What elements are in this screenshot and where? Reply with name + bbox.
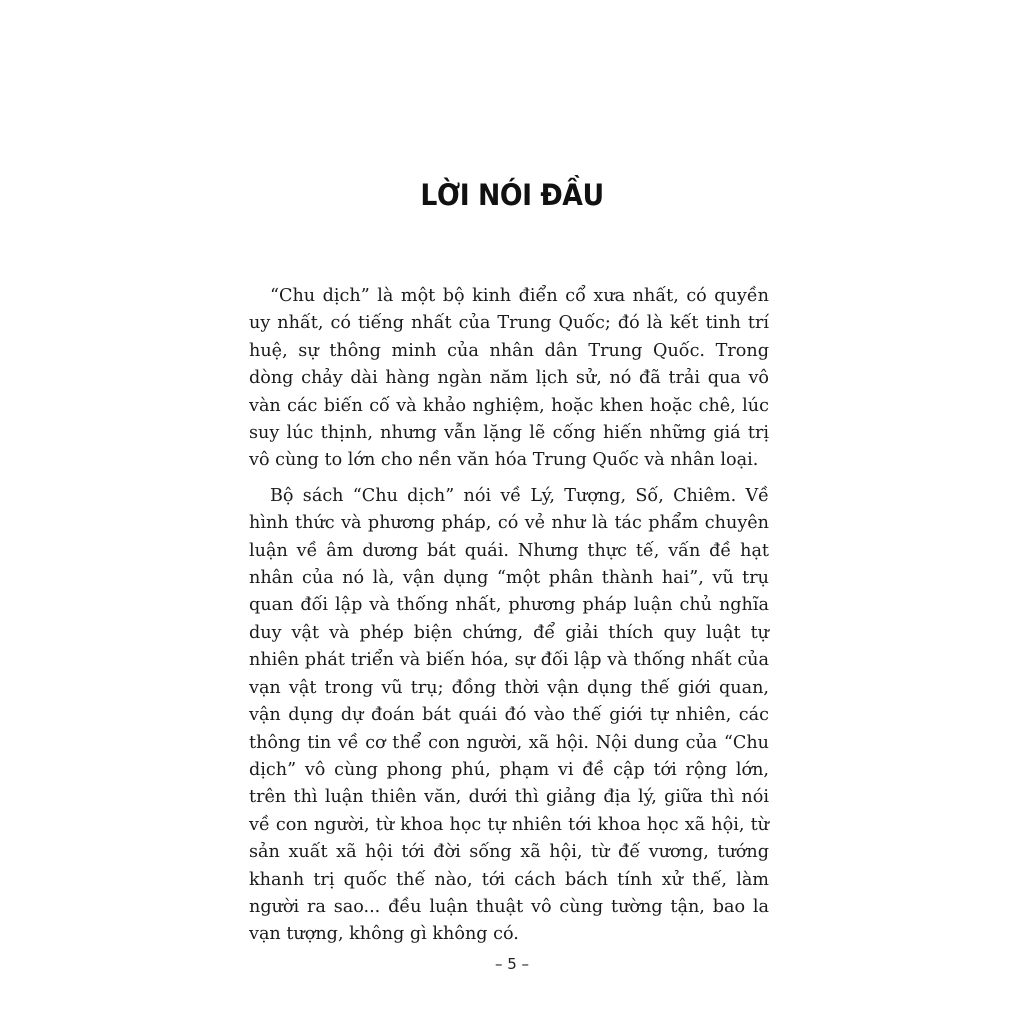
paragraph-2: Bộ sách “Chu dịch” nói về Lý, Tượng, Số, Chiêm. Về hình thức và phương pháp, có vẻ như là tác phẩm chuyên luận về âm dương bát quái. Nhưng thực tế, vấn đề hạt nhân của nó là, vận dụng “một phân thành hai”, vũ trụ quan đối lập và thống nhất, phương pháp luận chủ nghĩa duy vật và phép biện chứng, để giải thích quy luật tự nhiên phát triển và biến hóa, sự đối lập và thống nhất của vạn vật trong vũ trụ; đồng thời vận dụng thế giới quan, vận dụng dự đoán bát quái đó vào thế giới tự nhiên, các thông tin về cơ thể con người, xã hội. Nội dung của “Chu dịch” vô cùng phong phú, phạm vi đề cập tới rộng lớn, trên thì luận thiên văn, dưới thì giảng địa lý, giữa thì nói về con người, từ khoa học tự nhiên tới khoa học xã hội, từ sản xuất xã hội tới đời sống xã hội, từ đế vương, tướng khanh trị quốc thế nào, tới cách bách tính xử thế, làm người ra sao... đều luận thuật vô cùng tường tận, bao la vạn tượng, không gì không có.	[249, 485, 769, 945]
body-text	[249, 283, 769, 949]
page-number: – 5 –	[494, 955, 530, 973]
page-title: LỜI NÓI ĐẦU	[420, 178, 604, 212]
paragraph-1: “Chu dịch” là một bộ kinh điển cổ xưa nhất, có quyền uy nhất, có tiếng nhất của Trung Quốc; đó là kết tinh trí huệ, sự thông minh của nhân dân Trung Quốc. Trong dòng chảy dài hàng ngàn năm lịch sử, nó đã trải qua vô vàn các biến cố và khảo nghiệm, hoặc khen hoặc chê, lúc suy lúc thịnh, nhưng vẫn lặng lẽ cống hiến những giá trị vô cùng to lớn cho nền văn hóa Trung Quốc và nhân loại.	[249, 286, 769, 471]
